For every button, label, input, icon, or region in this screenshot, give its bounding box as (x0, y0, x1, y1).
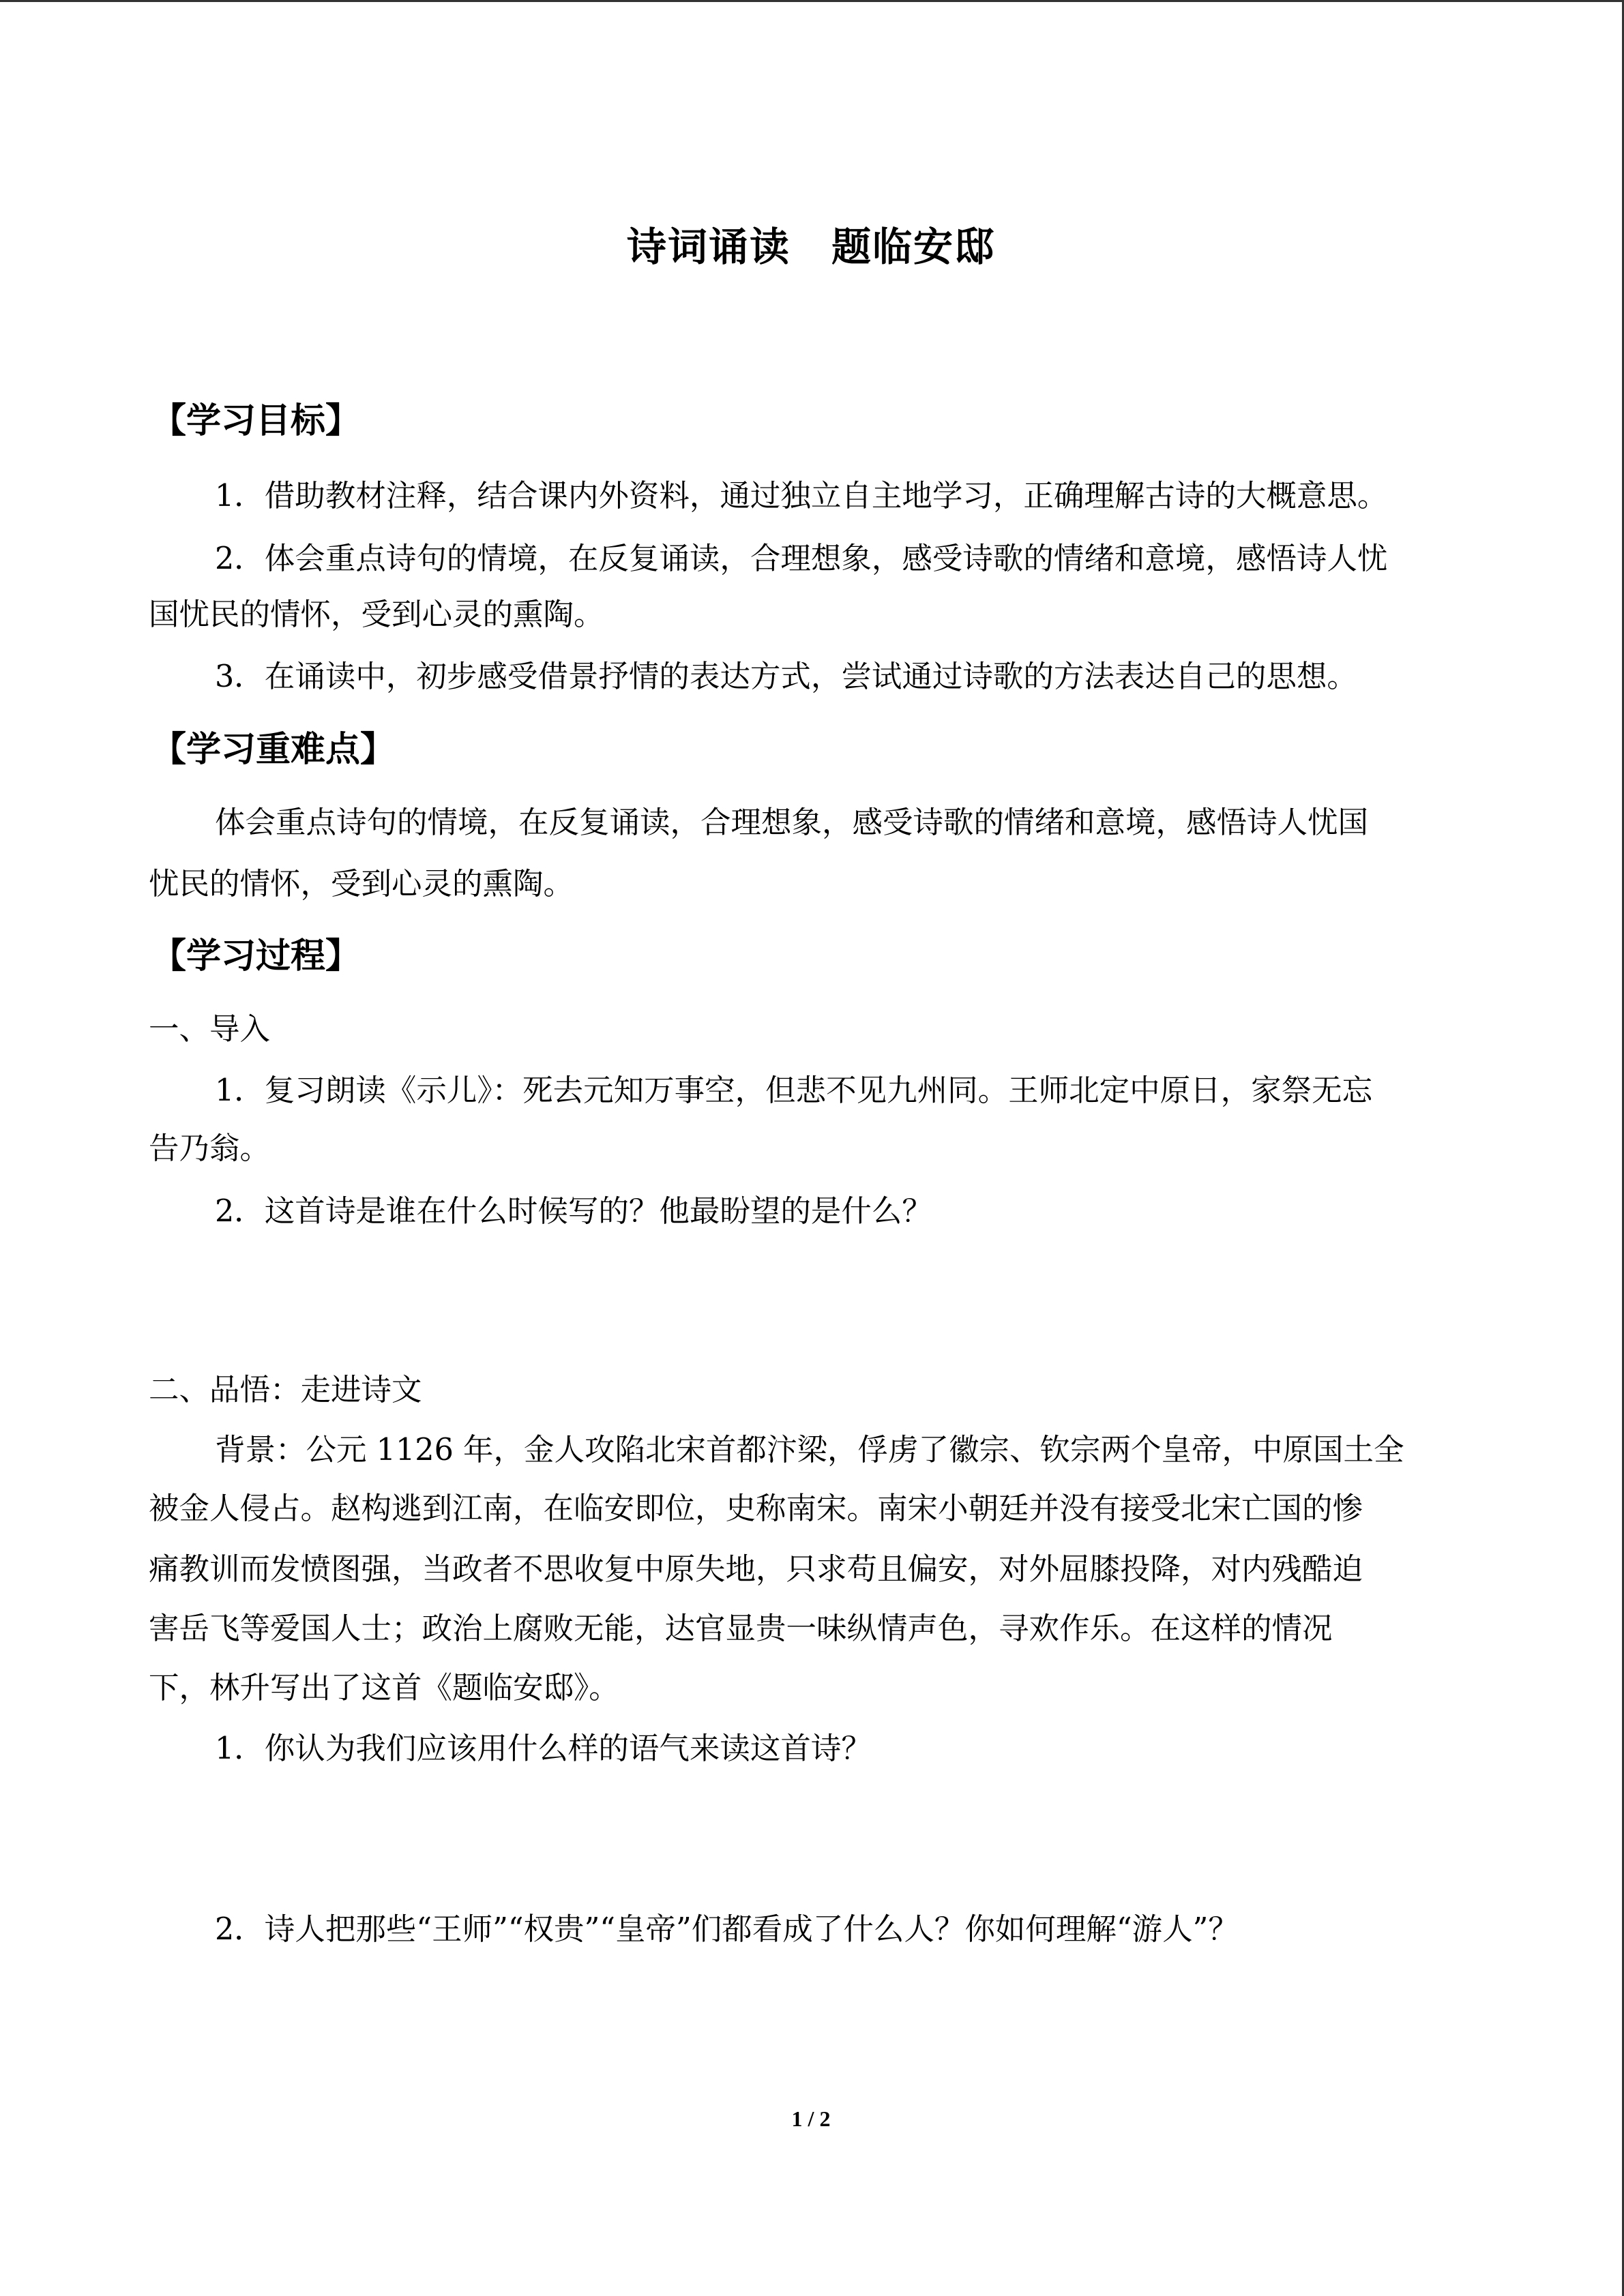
goal-item: 1．借助教材注释，结合课内外资料，通过独立自主地学习，正确理解古诗的大概意思。 (215, 479, 1388, 513)
page-number: 1 / 2 (791, 2106, 831, 2131)
goal-item: 3．在诵读中，初步感受借景抒情的表达方式，尝试通过诗歌的方法表达自己的思想。 (215, 659, 1357, 694)
background-text: 被金人侵占。赵构逃到江南，在临安即位，史称南宋。南宋小朝廷并没有接受北宋亡国的惨 (149, 1491, 1363, 1526)
key-points-heading: 【学习重难点】 (151, 730, 396, 770)
process-heading: 【学习过程】 (151, 936, 361, 976)
intro-item-continued: 告乃翁。 (149, 1131, 271, 1166)
section-title-intro: 一、导入 (149, 1012, 271, 1047)
key-points-text: 忧民的情怀，受到心灵的熏陶。 (149, 867, 574, 901)
background-text: 害岳飞等爱国人士；政治上腐败无能，达官显贵一味纵情声色，寻欢作乐。在这样的情况 (149, 1611, 1333, 1646)
reading-question: 1．你认为我们应该用什么样的语气来读这首诗？ (215, 1731, 872, 1766)
reading-question: 2．诗人把那些“王师”“权贵”“皇帝”们都看成了什么人？你如何理解“游人”？ (215, 1912, 1239, 1947)
page-title: 诗词诵读 题临安邸 (626, 224, 995, 270)
goals-heading: 【学习目标】 (151, 401, 361, 441)
goal-item: 2．体会重点诗句的情境，在反复诵读，合理想象，感受诗歌的情绪和意境，感悟诗人忧 (215, 541, 1388, 576)
background-text: 下，林升写出了这首《题临安邸》。 (149, 1671, 619, 1705)
key-points-text: 体会重点诗句的情境，在反复诵读，合理想象，感受诗歌的情绪和意境，感悟诗人忧国 (215, 805, 1369, 840)
background-text: 痛教训而发愤图强，当政者不思收复中原失地，只求苟且偏安，对外屈膝投降，对内残酷迫 (149, 1552, 1363, 1587)
intro-question: 2．这首诗是谁在什么时候写的？他最盼望的是什么？ (215, 1194, 932, 1229)
background-text: 背景：公元 1126 年，金人攻陷北宋首都汴梁，俘虏了徽宗、钦宗两个皇帝，中原国土全 (215, 1433, 1404, 1467)
section-title-reading: 二、品悟：走进诗文 (149, 1373, 422, 1407)
intro-item: 1．复习朗读《示儿》：死去元知万事空，但悲不见九州同。王师北定中原日，家祭无忘 (215, 1073, 1373, 1108)
goal-item-continued: 国忧民的情怀，受到心灵的熏陶。 (149, 597, 604, 632)
